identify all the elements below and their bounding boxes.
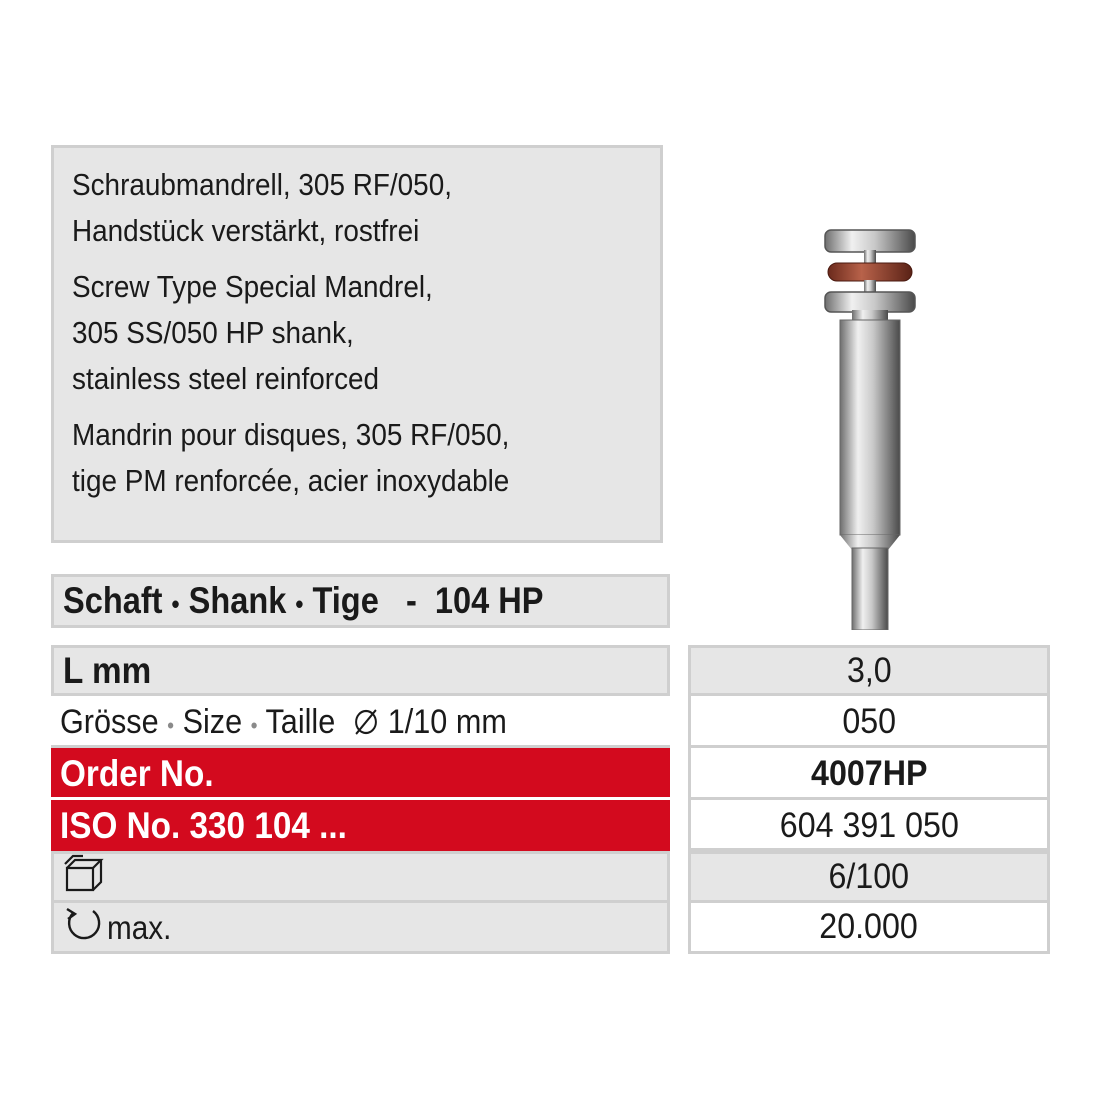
size-unit: 1/10 mm [387,703,507,741]
row-iso-label [51,800,670,851]
shank-code: 104 HP [434,580,544,621]
length-value-cell [688,645,1050,696]
shank-title [63,577,544,628]
description-german [72,162,601,254]
description-line: Schraubmandrell, 305 RF/050, [72,167,452,202]
package-value-cell [688,851,1050,903]
speed-value-cell [688,903,1050,954]
description-line: Mandrin pour disques, 305 RF/050, [72,417,510,452]
row-size-label [51,696,670,748]
rotation-icon [63,905,107,945]
shank-en: Shank [188,580,287,621]
size-label [60,696,507,748]
speed-label: max. [107,909,172,946]
speed-value: 20.000 [819,907,919,946]
size-separator: • [167,713,175,738]
size-label-fr: Taille [265,703,336,741]
package-icon [63,854,105,894]
iso-value-cell [688,800,1050,851]
size-value: 050 [842,702,896,741]
shank-de: Schaft [63,580,163,621]
shank-separator: • [171,589,180,619]
row-speed-label [51,903,670,954]
description-line: stainless steel reinforced [72,361,380,396]
length-label: L mm [63,650,152,691]
description-english [72,264,601,402]
order-value: 4007HP [810,754,928,793]
description-line: Handstück verstärkt, rostfrei [72,213,420,248]
package-value: 6/100 [828,857,910,896]
size-label-de: Grösse [60,703,159,741]
size-separator: • [250,713,258,738]
length-value: 3,0 [846,651,892,690]
shank-fr: Tige [312,580,379,621]
size-value-cell [688,696,1050,748]
shank-separator: • [295,589,304,619]
description-line: 305 SS/050 HP shank, [72,315,354,350]
order-label: Order No. [60,753,214,794]
shank-header [51,574,670,628]
iso-label: ISO No. 330 104 ... [60,805,347,846]
description-french [72,412,601,504]
mandrel-image [790,220,950,630]
size-label-en: Size [182,703,243,741]
iso-value: 604 391 050 [779,806,959,845]
shank-dash: - [405,580,417,621]
diameter-icon [352,707,379,737]
row-order-label [51,748,670,800]
row-package-label [51,851,670,903]
description-line: Screw Type Special Mandrel, [72,269,433,304]
description-box [51,145,663,543]
order-value-cell [688,748,1050,800]
description-line: tige PM renforcée, acier inoxydable [72,463,510,498]
row-length-label [51,645,670,696]
